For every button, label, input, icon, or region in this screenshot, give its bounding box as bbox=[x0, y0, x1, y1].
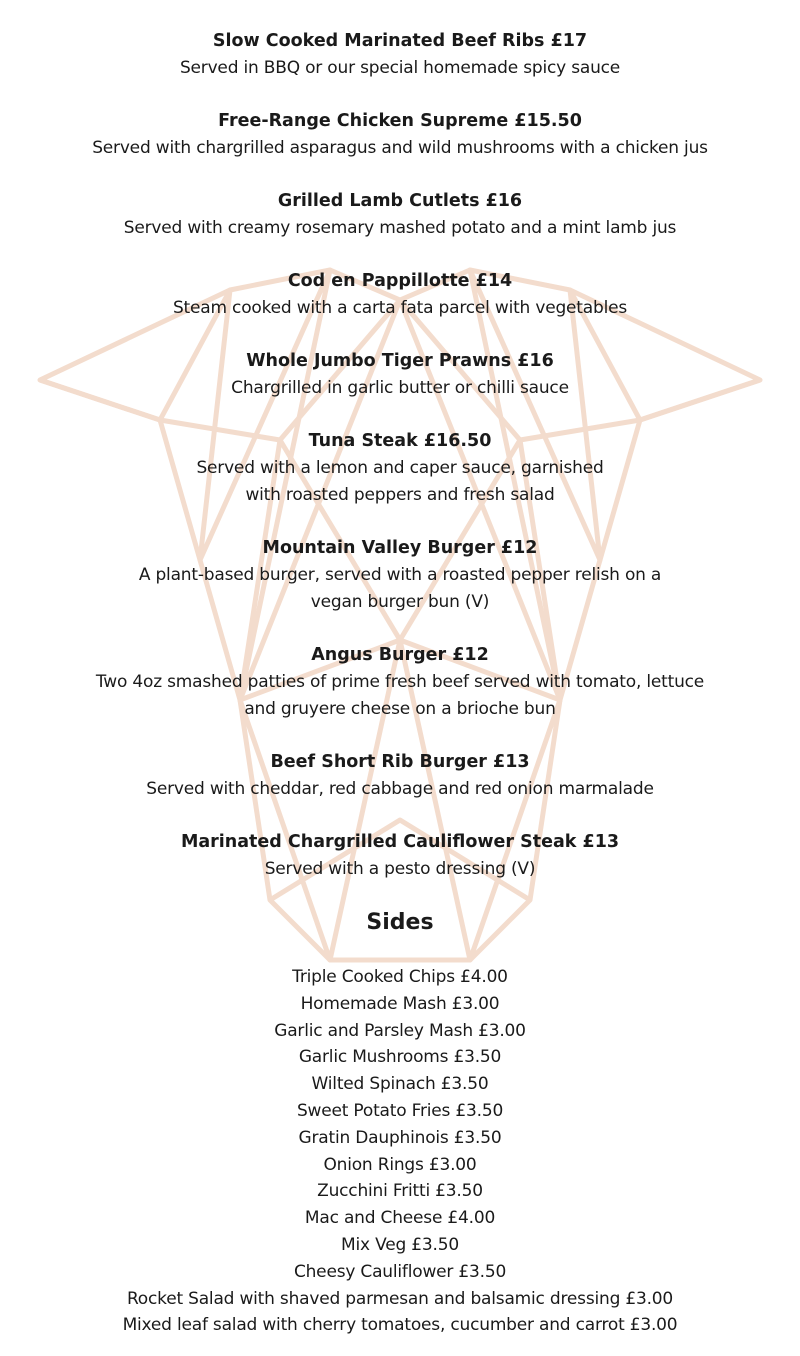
side-item: Rocket Salad with shaved parmesan and balsamic dressing £3.00 bbox=[126, 1288, 674, 1309]
menu-item-title: Grilled Lamb Cutlets £16 bbox=[277, 191, 523, 211]
side-item: Triple Cooked Chips £4.00 bbox=[292, 967, 508, 987]
side-item: Gratin Dauphinois £3.50 bbox=[298, 1127, 502, 1148]
side-item: Garlic and Parsley Mash £3.00 bbox=[274, 1020, 526, 1041]
menu-item-description: and gruyere cheese on a brioche bun bbox=[244, 699, 556, 719]
menu-item bbox=[0, 829, 800, 883]
menu-item bbox=[0, 535, 800, 616]
menu-item-description: with roasted peppers and fresh salad bbox=[245, 485, 555, 505]
menu-item-description: Served with creamy rosemary mashed potato and a mint lamb jus bbox=[123, 218, 677, 238]
menu-item-title: Mountain Valley Burger £12 bbox=[262, 538, 538, 558]
menu-item-title: Free-Range Chicken Supreme £15.50 bbox=[218, 111, 582, 131]
menu-item-title: Beef Short Rib Burger £13 bbox=[270, 752, 530, 772]
side-item: Cheesy Cauliflower £3.50 bbox=[293, 1261, 507, 1282]
side-item: Mixed leaf salad with cherry tomatoes, cucumber and carrot £3.00 bbox=[122, 1315, 678, 1336]
menu-item bbox=[0, 348, 800, 402]
menu-item-description: Served with a pesto dressing (V) bbox=[264, 859, 536, 879]
menu-item-description: vegan burger bun (V) bbox=[310, 592, 490, 612]
side-item: Sweet Potato Fries £3.50 bbox=[296, 1100, 504, 1121]
menu-item-description: Served with cheddar, red cabbage and red onion marmalade bbox=[146, 779, 654, 799]
mains-list bbox=[0, 28, 800, 883]
menu-item bbox=[0, 108, 800, 162]
menu-item-description: A plant-based burger, served with a roasted pepper relish on a bbox=[138, 565, 662, 585]
menu-item bbox=[0, 428, 800, 509]
menu-item-description: Steam cooked with a carta fata parcel with vegetables bbox=[172, 298, 628, 318]
sides-heading: Sides bbox=[366, 910, 434, 935]
menu-item-title: Cod en Pappillotte £14 bbox=[287, 271, 513, 291]
menu-item bbox=[0, 268, 800, 322]
menu-item bbox=[0, 642, 800, 723]
menu-item-title: Slow Cooked Marinated Beef Ribs £17 bbox=[212, 31, 588, 51]
menu-item bbox=[0, 28, 800, 82]
menu-item-description: Chargrilled in garlic butter or chilli sauce bbox=[231, 378, 569, 398]
side-item: Mix Veg £3.50 bbox=[341, 1234, 459, 1255]
menu-item-title: Whole Jumbo Tiger Prawns £16 bbox=[246, 351, 554, 371]
menu-item-description: Served in BBQ or our special homemade spicy sauce bbox=[179, 58, 621, 78]
sides-list bbox=[0, 964, 800, 1339]
side-item: Garlic Mushrooms £3.50 bbox=[298, 1047, 502, 1068]
side-item: Zucchini Fritti £3.50 bbox=[317, 1181, 483, 1202]
side-item: Wilted Spinach £3.50 bbox=[311, 1074, 489, 1095]
menu-item bbox=[0, 188, 800, 242]
menu-item-title: Tuna Steak £16.50 bbox=[308, 431, 492, 451]
menu-item-title: Marinated Chargrilled Cauliflower Steak £13 bbox=[180, 832, 620, 852]
side-item: Homemade Mash £3.00 bbox=[300, 993, 500, 1014]
menu-item bbox=[0, 749, 800, 803]
menu-item-description: Served with a lemon and caper sauce, garnished bbox=[196, 458, 604, 478]
side-item: Onion Rings £3.00 bbox=[323, 1154, 477, 1175]
side-item: Mac and Cheese £4.00 bbox=[304, 1208, 496, 1229]
menu-item-description: Two 4oz smashed patties of prime fresh beef served with tomato, lettuce bbox=[95, 672, 705, 692]
menu-item-title: Angus Burger £12 bbox=[311, 645, 489, 665]
menu-item-description: Served with chargrilled asparagus and wild mushrooms with a chicken jus bbox=[92, 138, 708, 158]
